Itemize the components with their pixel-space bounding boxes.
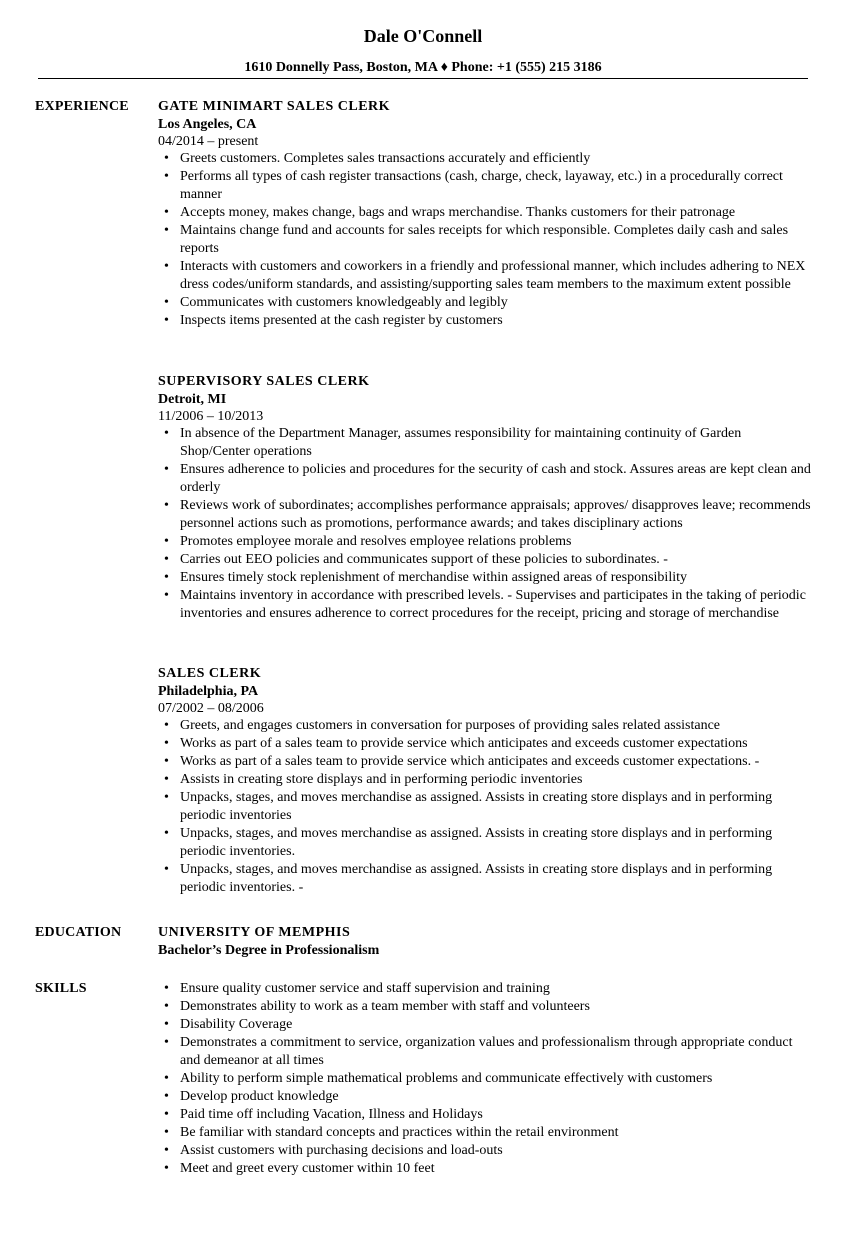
job-entry <box>158 373 818 623</box>
job-bullet: • Unpacks, stages, and moves merchandise as assigned. Assists in creating store displays and in performing periodic inventories. <box>158 825 812 861</box>
job-bullet-list <box>158 717 818 897</box>
job-bullet: • Works as part of a sales team to provide service which anticipates and exceeds customer expectations. - <box>158 753 812 771</box>
skill-item: • Demonstrates a commitment to service, organization values and professionalism through appropriate conduct and demeanor at all times <box>158 1034 812 1070</box>
job-dates: 04/2014 – present <box>158 134 259 149</box>
job-entry <box>158 665 818 897</box>
job-bullet: • Accepts money, makes change, bags and wraps merchandise. Thanks customers for their patronage <box>158 204 812 222</box>
skills-list <box>158 980 818 1178</box>
job-bullet: • Carries out EEO policies and communicates support of these policies to subordinates. - <box>158 551 812 569</box>
section-label-skills: SKILLS <box>35 981 87 996</box>
job-location: Philadelphia, PA <box>158 684 259 699</box>
job-bullet-list <box>158 425 818 623</box>
job-bullet: • Assists in creating store displays and in performing periodic inventories <box>158 771 812 789</box>
skill-item: • Develop product knowledge <box>158 1088 812 1106</box>
job-title: SUPERVISORY SALES CLERK <box>158 374 370 389</box>
skill-item: • Be familiar with standard concepts and practices within the retail environment <box>158 1124 812 1142</box>
section-label-experience: EXPERIENCE <box>35 99 129 114</box>
job-bullet: • Performs all types of cash register transactions (cash, charge, check, layaway, etc.) in a procedurally correct manner <box>158 168 812 204</box>
skills-entry <box>158 980 818 1178</box>
job-dates: 07/2002 – 08/2006 <box>158 701 264 716</box>
job-bullet: • Greets customers. Completes sales transactions accurately and efficiently <box>158 150 812 168</box>
job-bullet: • Reviews work of subordinates; accomplishes performance appraisals; approves/ disapproves leave; recommends personnel actions such as promotions, performance awards; and takes disciplinary actions <box>158 497 812 533</box>
job-bullet: • Interacts with customers and coworkers in a friendly and professional manner, which includes adhering to NEX dress codes/uniform standards, and assisting/supporting sales team members to the maximum extent possible <box>158 258 812 294</box>
job-bullet-list <box>158 150 818 330</box>
skill-item: • Demonstrates ability to work as a team member with staff and volunteers <box>158 998 812 1016</box>
school-name: UNIVERSITY OF MEMPHIS <box>158 925 351 940</box>
job-bullet: • Unpacks, stages, and moves merchandise as assigned. Assists in creating store displays and in performing periodic inventories. - <box>158 861 812 897</box>
job-dates: 11/2006 – 10/2013 <box>158 409 264 424</box>
education-entry <box>158 924 818 959</box>
skill-item: • Paid time off including Vacation, Illness and Holidays <box>158 1106 812 1124</box>
job-bullet: • Inspects items presented at the cash register by customers <box>158 312 812 330</box>
job-location: Detroit, MI <box>158 392 227 407</box>
skill-item: • Disability Coverage <box>158 1016 812 1034</box>
job-title: GATE MINIMART SALES CLERK <box>158 99 391 114</box>
job-bullet: • Maintains inventory in accordance with prescribed levels. - Supervises and participates in the taking of periodic inventories and ensures adherence to correct procedures for the receipt, pricing and storage of merchandise <box>158 587 812 623</box>
skill-item: • Ability to perform simple mathematical problems and communicate effectively with customers <box>158 1070 812 1088</box>
header-divider <box>38 78 808 79</box>
skill-item: • Meet and greet every customer within 10 feet <box>158 1160 812 1178</box>
contact-line: 1610 Donnelly Pass, Boston, MA ♦ Phone: +1 (555) 215 3186 <box>244 60 602 75</box>
job-bullet: • In absence of the Department Manager, assumes responsibility for maintaining continuity of Garden Shop/Center operations <box>158 425 812 461</box>
job-bullet: • Works as part of a sales team to provide service which anticipates and exceeds customer expectations <box>158 735 812 753</box>
job-bullet: • Unpacks, stages, and moves merchandise as assigned. Assists in creating store displays and in performing periodic inventories <box>158 789 812 825</box>
degree: Bachelor’s Degree in Professionalism <box>158 943 380 958</box>
job-bullet: • Maintains change fund and accounts for sales receipts for which responsible. Completes daily cash and sales reports <box>158 222 812 258</box>
job-bullet: • Communicates with customers knowledgeably and legibly <box>158 294 812 312</box>
resume-name: Dale O'Connell <box>363 26 483 46</box>
skill-item: • Assist customers with purchasing decisions and load-outs <box>158 1142 812 1160</box>
job-bullet: • Ensures timely stock replenishment of merchandise within assigned areas of responsibility <box>158 569 812 587</box>
job-bullet: • Promotes employee morale and resolves employee relations problems <box>158 533 812 551</box>
job-bullet: • Greets, and engages customers in conversation for purposes of providing sales related assistance <box>158 717 812 735</box>
job-bullet: • Ensures adherence to policies and procedures for the security of cash and stock. Assures areas are kept clean and orderly <box>158 461 812 497</box>
job-location: Los Angeles, CA <box>158 117 257 132</box>
job-title: SALES CLERK <box>158 666 262 681</box>
job-entry <box>158 98 818 330</box>
section-label-education: EDUCATION <box>35 925 122 940</box>
skill-item: • Ensure quality customer service and staff supervision and training <box>158 980 812 998</box>
